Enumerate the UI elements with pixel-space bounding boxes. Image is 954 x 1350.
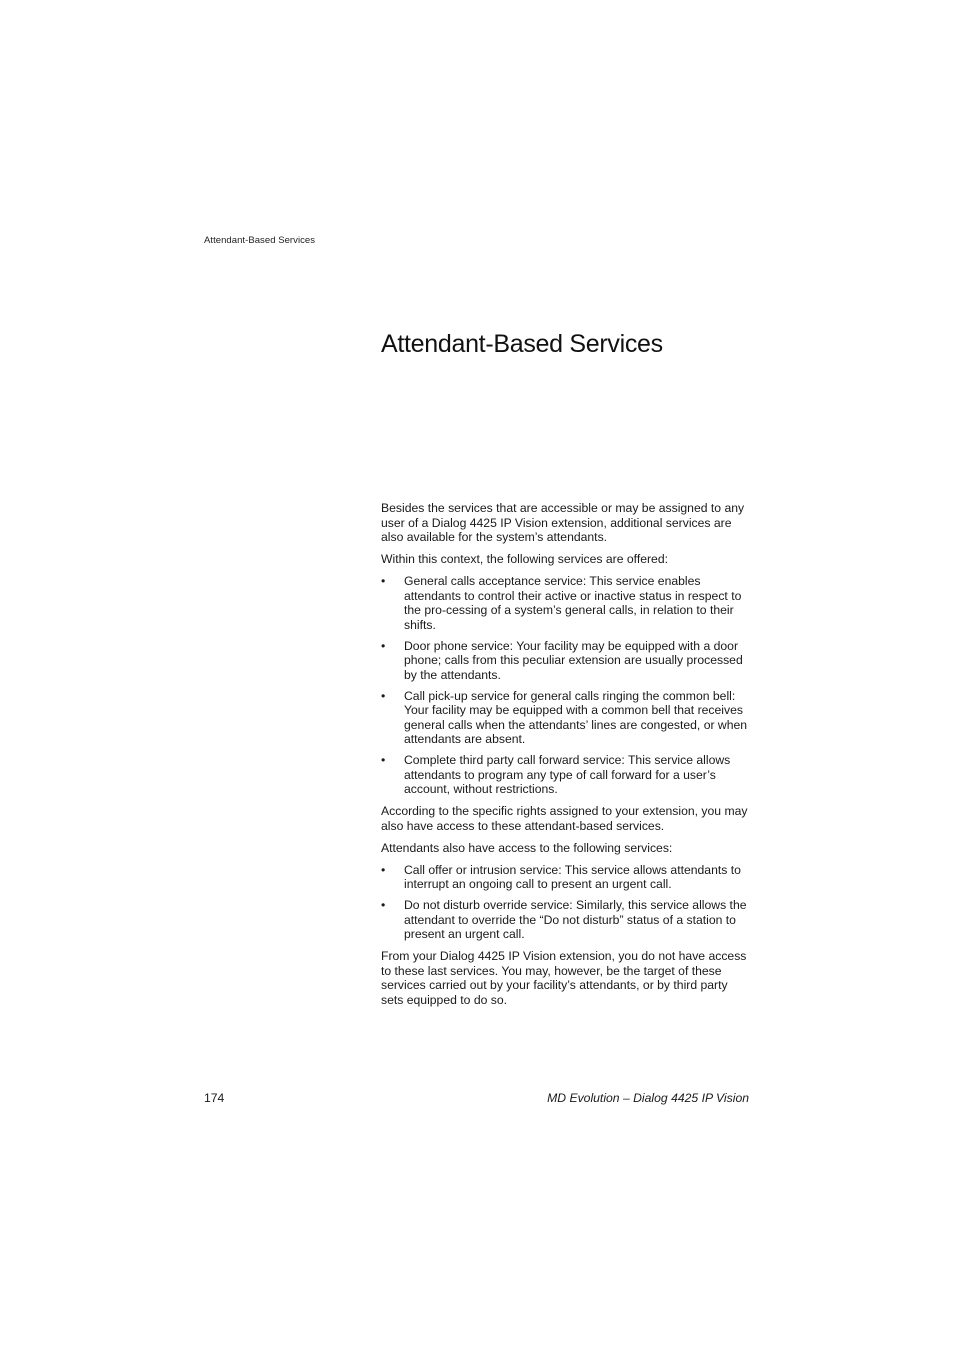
bullet-icon: • (381, 753, 386, 767)
bullet-icon: • (381, 862, 386, 877)
within-context-paragraph: Within this context, the following services are offered: (381, 552, 668, 566)
list-item-text: Call offer or intrusion service: This service allows attendants to interrupt an ongoing call to present an urgent call. (404, 862, 741, 891)
list-item-text: Call pick-up service for general calls ringing the common bell: Your facility may be equipped with a common bell that receives general calls when the attendants’ lines are congested, or when attendants are absent. (404, 688, 748, 746)
running-header: Attendant-Based Services (204, 235, 316, 246)
list-item-text: Door phone service: Your facility may be equipped with a door phone; calls from this peculiar extension are usually processed by the attendants. (404, 638, 743, 682)
bullet-icon: • (381, 638, 386, 653)
attendant-services-list (381, 863, 751, 942)
footer-document-title: MD Evolution – Dialog 4425 IP Vision (547, 1091, 749, 1105)
bullet-icon: • (381, 574, 386, 588)
bullet-icon: • (381, 898, 386, 912)
attendants-paragraph: Attendants also have access to the following services: (381, 840, 673, 855)
list-item-text: General calls acceptance service: This service enables attendants to control their active or inactive status in respect to the pro-cessing of a system’s general calls, in relation to their shifts. (404, 574, 742, 632)
rights-paragraph: According to the specific rights assigned to your extension, you may also have access to these attendant-based services. (381, 804, 748, 833)
list-item-text: Complete third party call forward service: This service allows attendants to program any type of call forward for a user’s account, without restrictions. (404, 753, 731, 796)
list-item-text: Do not disturb override service: Similarly, this service allows the attendant to override the “Do not disturb” status of a station to present an urgent call. (404, 898, 747, 941)
list-item (381, 863, 751, 892)
list-item (381, 574, 751, 632)
list-item (381, 898, 751, 942)
list-item (381, 639, 751, 683)
intro-paragraph: Besides the services that are accessible or may be assigned to any user of a Dialog 4425 IP Vision extension, additional services are also available for the system’s attendants. (381, 501, 745, 544)
page-title: Attendant-Based Services (381, 330, 663, 358)
closing-paragraph: From your Dialog 4425 IP Vision extension, you do not have access to these last services. You may, however, be the target of these services carried out by your facility’s attendants, or by third party sets equipped to do so. (381, 949, 747, 1007)
offered-services-list (381, 574, 751, 797)
list-item (381, 689, 751, 747)
body-content (381, 501, 751, 1015)
bullet-icon: • (381, 688, 386, 703)
page-number: 174 (204, 1091, 225, 1105)
list-item (381, 753, 751, 797)
